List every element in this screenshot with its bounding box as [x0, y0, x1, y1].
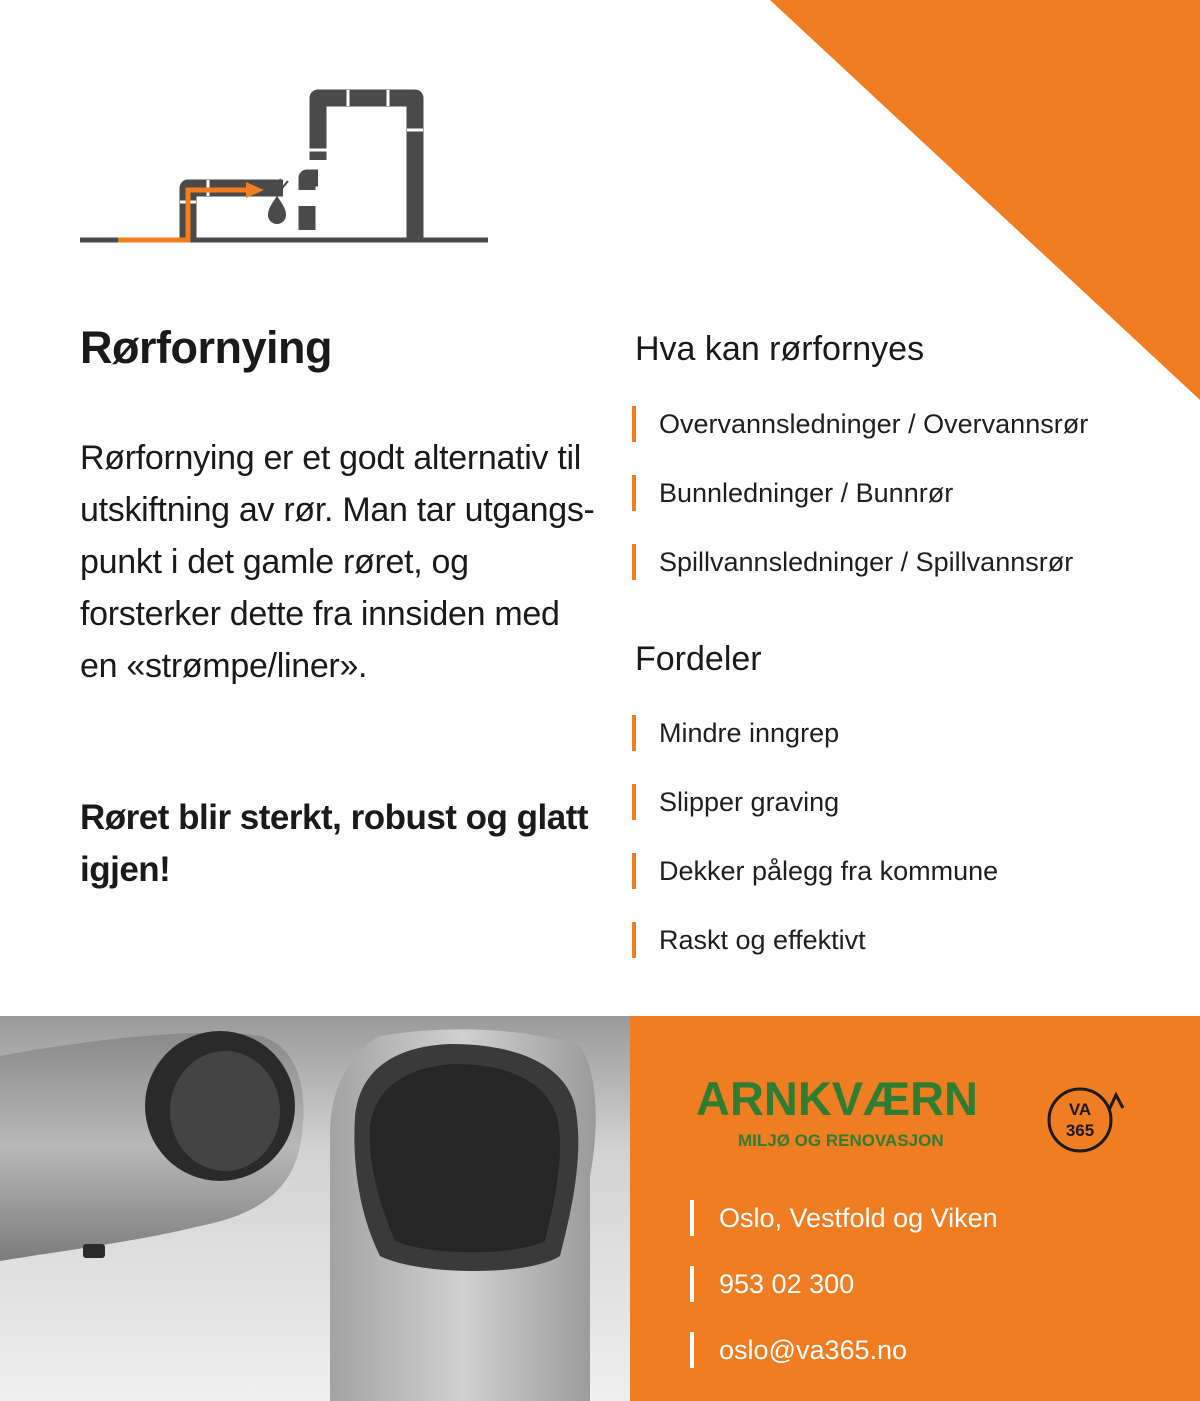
- pipe-leak-diagram-icon: [78, 70, 490, 250]
- contact-phone[interactable]: [690, 1262, 998, 1306]
- bullet-bar: [632, 475, 636, 511]
- intro-paragraph: Rørfornying er et godt alternativ til utskiftning av rør. Man tar utgangs-punkt i det gamle røret, og forsterker dette fra innsiden med en «strømpe/liner».: [80, 439, 595, 685]
- list-item-label: Raskt og effektivt: [659, 924, 866, 955]
- list-item-label: Spillvannsledninger / Spillvannsrør: [659, 546, 1074, 577]
- what-heading: Hva kan rørfornyes: [635, 330, 925, 368]
- list-item-label: Overvannsledninger / Overvannsrør: [659, 408, 1089, 439]
- bullet-bar: [632, 715, 636, 751]
- list-item-label: Slipper graving: [659, 786, 840, 817]
- benefits-list: [632, 714, 998, 990]
- slogan: Røret blir sterkt, robust og glatt igjen!: [80, 798, 589, 889]
- what-list: [632, 405, 1088, 612]
- contact-panel: [630, 1016, 1200, 1401]
- contact-email[interactable]: [690, 1328, 998, 1372]
- list-item-label: Bunnledninger / Bunnrør: [659, 477, 954, 508]
- pipe-liner-photo: [0, 1016, 630, 1401]
- list-item: [632, 852, 998, 890]
- phone-text[interactable]: 953 02 300: [719, 1268, 855, 1299]
- contact-region: [690, 1196, 998, 1240]
- list-item-label: Dekker pålegg fra kommune: [659, 855, 999, 886]
- bullet-bar: [632, 406, 636, 442]
- list-item-label: Mindre inngrep: [659, 717, 840, 748]
- list-item: [632, 405, 1088, 443]
- bullet-bar: [690, 1266, 694, 1302]
- bullet-bar: [632, 922, 636, 958]
- page-title: Rørfornying: [80, 322, 332, 373]
- list-item: [632, 921, 998, 959]
- bullet-bar: [690, 1332, 694, 1368]
- logo-badge-bottom: 365: [1065, 1121, 1095, 1140]
- list-item: [632, 783, 998, 821]
- bullet-bar: [632, 544, 636, 580]
- arnkvaern-logo: [696, 1070, 1126, 1165]
- region-text: Oslo, Vestfold og Viken: [719, 1202, 998, 1233]
- bullet-bar: [690, 1200, 694, 1236]
- bullet-bar: [632, 853, 636, 889]
- email-link[interactable]: oslo@va365.no: [719, 1334, 908, 1365]
- logo-name: ARNKVÆRN: [696, 1072, 978, 1125]
- logo-tagline: MILJØ OG RENOVASJON: [738, 1131, 944, 1150]
- contact-list: [690, 1196, 998, 1394]
- list-item: [632, 543, 1088, 581]
- list-item: [632, 714, 998, 752]
- bullet-bar: [632, 784, 636, 820]
- list-item: [632, 474, 1088, 512]
- logo-badge-top: VA: [1068, 1100, 1092, 1119]
- benefits-heading: Fordeler: [635, 640, 762, 678]
